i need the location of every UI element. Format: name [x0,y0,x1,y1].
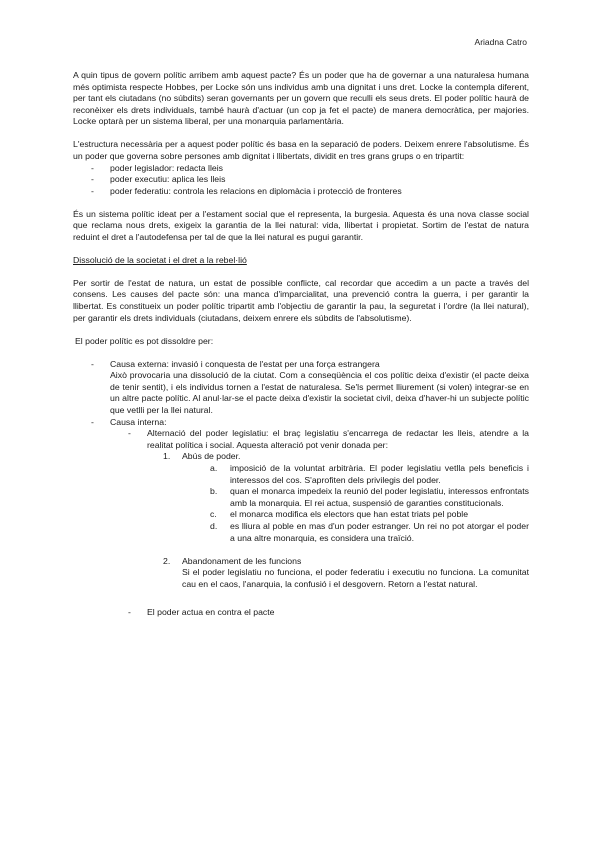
list-item: - poder legislador: redacta lleis [73,163,529,175]
dash-marker: - [91,416,94,427]
number-marker: 2. [163,555,171,566]
abuse-item-text: imposició de la voluntat arbitrària. El poder legislatiu vetlla pels beneficis i interessos del cos. S'aprofiten dels privilegis del poder. [230,462,529,485]
paragraph-bourgeoisie: És un sistema polític ideat per a l'estament social que el representa, la burgesia. Aquesta és una nova classe social que reclama nous drets, exigeix la garantia de la llei natural: vida, llibertat i propietat. Sortim de l'estat de natura reduint el dret a l'autodefensa per tal de que la llei natural es pugui garantir. [73,208,529,242]
external-cause-text: Això provocaria una dissolució de la ciutat. Com a conseqüència el cos polític deixa d'existir (el pacte deixa de tenir sentit), i els individus tornen a l'estat de naturalesa. Se'ls permet lliurement (si volen) integrar-se en un altre pacte polític. Al anul·lar-se el pacte deixa d'existir la societat civil, deixa d'haver-hi un subjecte polític que vetlli per la llei natural. [110,370,529,415]
external-cause-title: Causa externa: invasió i conquesta de l'estat per una força estrangera [110,358,380,369]
powers-list [73,163,529,198]
paragraph-government: A quin tipus de govern polític arribem amb aquest pacte? És un poder que ha de governar a una naturalesa humana més optimista respecte Hobbes, per Locke són uns individus amb una dignitat i uns dret. Locke la contempla diferent, per tant els ciutadans (no súbdits) seran governants per un govern que reculli els seus drets. El poder polític haurà de reconèixer els drets individuals, també haurà d'actuar (un cop ja fet el pacte) de manera democràtica, per majories. Locke optarà per un sistema liberal, per una monarquia parlamentària. [73,70,529,127]
abandonment [73,556,529,568]
internal-cause-title: Causa interna: [110,416,167,427]
abuse-of-power [73,451,529,463]
paragraph-pact: Per sortir de l'estat de natura, un estat de possible conflicte, cal recordar que accedim a un pacte a través del consens. Les causes del pacte són: una manca d'imparcialitat, una prevenció contra la guerra, i per garantir la llibertat. Es constitueix un poder polític tripartit amb l'objectiu de garantir la pau, la seguretat i l'ordre (la llei natural), per garantir els drets individuals (ciutadans, deixem enrere els súbdits de l'absolutisme). [73,277,529,323]
letter-marker: d. [210,520,218,531]
dash-marker: - [128,428,131,439]
letter-marker: c. [210,509,217,520]
external-cause [73,359,529,371]
legislative-alteration-text: Alternació del poder legislatiu: el braç legislatiu s'encarrega de redactar les lleis, atendre a la realitat política i social. Aquesta alteració pot venir donada per: [147,428,529,450]
author-name: Ariadna Catro [474,37,527,47]
paragraph-structure: L'estructura necessària per a aquest poder polític és basa en la separació de poders. Deixem enrere l'absolutisme. És un poder que governa sobre persones amb dignitat i llibertats, dividit en tres grans grups o en tripartit: [73,139,529,161]
power-against-pact-text: El poder actua en contra el pacte [147,607,275,618]
abuse-item-c [73,509,529,521]
document-body [73,70,529,619]
power-against-pact [73,607,529,619]
section-heading: Dissolució de la societat i el dret a la rebel·lió [73,254,247,265]
letter-marker: a. [210,462,218,473]
list-item: - poder executiu: aplica les lleis [73,174,529,186]
abandonment-title: Abandonament de les funcions [182,555,302,566]
abuse-item-text: quan el monarca impedeix la reunió del poder legislatiu, interessos enfrontats amb la monarquia. El rei actua, suspensió de garanties constitucionals. [230,486,529,508]
abuse-item-text: el monarca modifica els electors que han estat triats pel poble [230,509,469,520]
dash-marker: - [128,607,131,618]
list-item: - poder federatiu: controla les relacions en diplomàcia i protecció de fronteres [73,186,529,198]
number-marker: 1. [163,451,171,462]
dash-marker: - [91,358,94,369]
abuse-item-b [73,486,529,509]
internal-cause [73,417,529,429]
letter-marker: b. [210,486,218,497]
abandonment-text: Si el poder legislatiu no funciona, el poder federatiu i executiu no funciona. La comunitat cau en el caos, l'anarquia, la confusió i el desgovern. Retorn a l'estat natural. [182,567,529,589]
abuse-item-text: es lliura al poble en mas d'un poder estranger. Un rei no pot atorgar el poder a una altre monarquia, es considera una traïció. [230,520,529,543]
abuse-item-d [73,521,529,544]
abuse-item-a [73,463,529,486]
legislative-alteration [73,428,529,451]
paragraph-dissolve: El poder polític es pot dissoldre per: [75,335,214,346]
abuse-of-power-title: Abús de poder. [182,451,241,462]
